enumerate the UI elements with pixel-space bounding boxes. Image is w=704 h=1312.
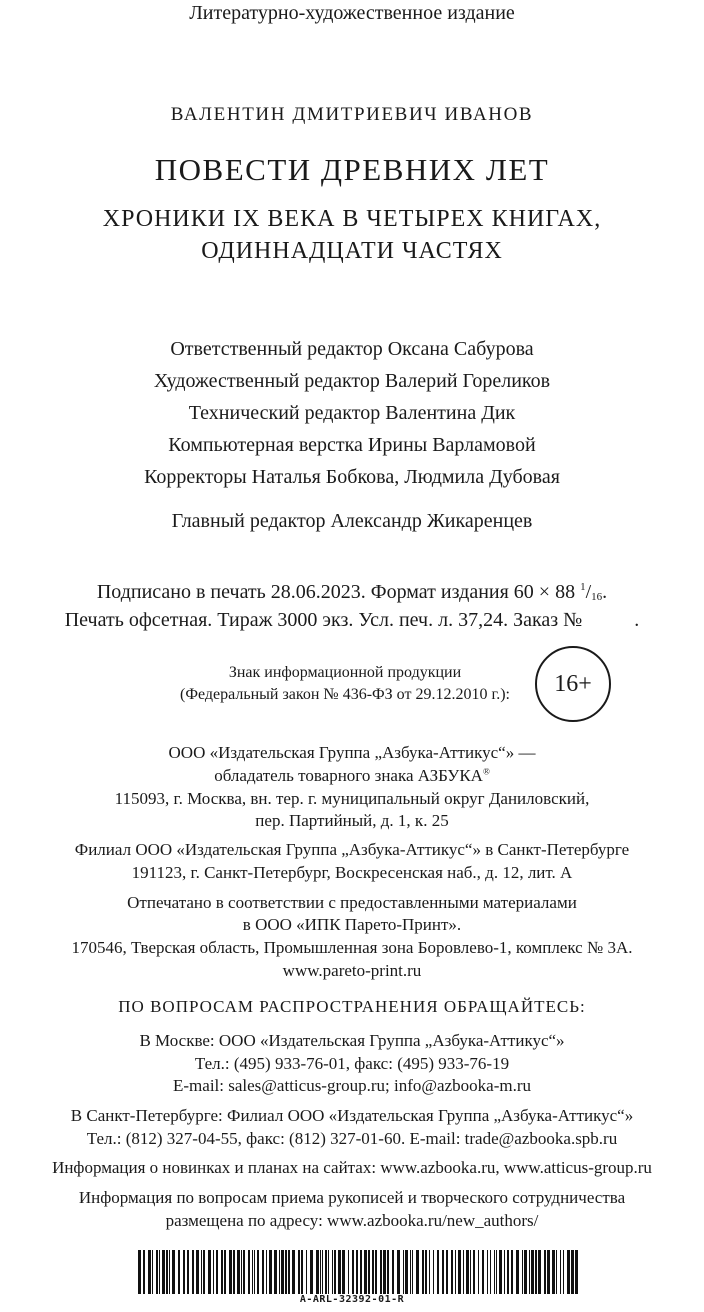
distribution-moscow-line2: Тел.: (495) 933-76-01, факс: (495) 933-76-19 — [194, 1054, 510, 1073]
barcode-bar — [269, 1250, 272, 1294]
barcode-bar — [364, 1250, 367, 1294]
book-title: ПОВЕСТИ ДРЕВНИХ ЛЕТ — [154, 152, 550, 187]
barcode-bar — [544, 1250, 546, 1294]
format-fraction-denominator: 16 — [591, 591, 603, 603]
format-fraction-numerator: 1 — [580, 581, 586, 593]
barcode-bar — [494, 1250, 495, 1294]
barcode-bar — [183, 1250, 185, 1294]
barcode-bar — [162, 1250, 165, 1294]
barcode-bar — [392, 1250, 394, 1294]
barcode-bar — [478, 1250, 479, 1294]
barcode-bar — [279, 1250, 280, 1294]
barcode-bar — [397, 1250, 400, 1294]
barcode-bar — [403, 1250, 404, 1294]
barcode-bar — [466, 1250, 469, 1294]
barcode-bar — [148, 1250, 151, 1294]
age-rating-value: 16+ — [554, 670, 592, 697]
barcode-bar — [298, 1250, 300, 1294]
barcode-bar — [257, 1250, 259, 1294]
barcode-bar — [169, 1250, 170, 1294]
barcode-bar — [352, 1250, 354, 1294]
author-name: ВАЛЕНТИН ДМИТРИЕВИЧ ИВАНОВ — [170, 104, 534, 125]
printer-line2: в ООО «ИПК Парето-Принт». — [242, 915, 462, 934]
barcode-bar — [360, 1250, 362, 1294]
barcode-bar — [463, 1250, 464, 1294]
fraction-slash: / — [585, 581, 592, 603]
barcode-bar — [285, 1250, 287, 1294]
barcode-bar — [380, 1250, 382, 1294]
barcode-bar — [274, 1250, 277, 1294]
barcode-bar — [342, 1250, 345, 1294]
barcode-bar — [429, 1250, 430, 1294]
barcode-bar — [538, 1250, 541, 1294]
barcode-bar — [412, 1250, 413, 1294]
barcode-bar — [560, 1250, 561, 1294]
barcode-bar — [487, 1250, 488, 1294]
print-info-line2 — [0, 609, 704, 632]
barcode-bar — [159, 1250, 160, 1294]
barcode-bar — [507, 1250, 509, 1294]
barcode-bar — [405, 1250, 408, 1294]
distribution-moscow-line1: В Москве: ООО «Издательская Группа „Азбука-Аттикус“» — [139, 1031, 565, 1050]
barcode-bar — [524, 1250, 527, 1294]
barcode-bar — [301, 1250, 303, 1294]
barcode-bar — [241, 1250, 242, 1294]
barcode-bar — [252, 1250, 253, 1294]
distribution-heading: ПО ВОПРОСАМ РАСПРОСТРАНЕНИЯ ОБРАЩАЙТЕСЬ: — [118, 997, 586, 1016]
barcode-bar — [254, 1250, 255, 1294]
barcode-bar — [233, 1250, 235, 1294]
barcode-bar — [387, 1250, 389, 1294]
age-rating-badge — [535, 646, 611, 722]
edition-type: Литературно-художественное издание — [189, 2, 515, 24]
barcode-bar — [221, 1250, 223, 1294]
book-subtitle-line2: ОДИННАДЦАТИ ЧАСТЯХ — [201, 238, 503, 264]
barcode-bar — [196, 1250, 199, 1294]
barcode-bar — [192, 1250, 194, 1294]
barcode-bar — [552, 1250, 555, 1294]
barcode-bar — [455, 1250, 456, 1294]
printer-line1: Отпечатано в соответствии с предоставленными материалами — [127, 893, 577, 912]
barcode-bar — [556, 1250, 557, 1294]
barcode-bar — [262, 1250, 264, 1294]
barcode-bar — [208, 1250, 211, 1294]
branch-line1: Филиал ООО «Издательская Группа „Азбука-Аттикус“» в Санкт-Петербурге — [74, 840, 630, 859]
print-info-line1 — [0, 581, 704, 604]
barcode-bar — [348, 1250, 349, 1294]
barcode-bar — [310, 1250, 313, 1294]
printer-line4: www.pareto-print.ru — [282, 961, 422, 980]
print-info-period: . — [602, 581, 608, 603]
barcode-bar — [451, 1250, 453, 1294]
barcode-bar — [288, 1250, 290, 1294]
age-rating-label-line2: (Федеральный закон № 436-ФЗ от 29.12.2010 г.): — [179, 686, 510, 703]
barcode-bar — [529, 1250, 530, 1294]
barcode-bar — [482, 1250, 484, 1294]
barcode-bar — [410, 1250, 411, 1294]
branch-line2: 191123, г. Санкт-Петербург, Воскресенская наб., д. 12, лит. А — [131, 863, 573, 882]
barcode-bar — [496, 1250, 497, 1294]
barcode-bar — [531, 1250, 534, 1294]
barcode-bar — [332, 1250, 333, 1294]
credit-line: Художественный редактор Валерий Гореликов — [153, 370, 551, 392]
credit-line: Ответственный редактор Оксана Сабурова — [170, 338, 534, 360]
barcode-bar — [511, 1250, 513, 1294]
barcode-bar — [338, 1250, 341, 1294]
barcode-bar — [375, 1250, 377, 1294]
book-subtitle-line1: ХРОНИКИ IX ВЕКА В ЧЕТЫРЕХ КНИГАХ, — [102, 206, 602, 232]
barcode-bar — [248, 1250, 250, 1294]
barcode-code: A-ARL-32392-01-R — [299, 1294, 405, 1305]
barcode-bar — [522, 1250, 523, 1294]
age-rating-label-line1: Знак информационной продукции — [228, 664, 462, 681]
barcode-bar — [166, 1250, 168, 1294]
websites-news-line: Информация о новинках и планах на сайтах: www.azbooka.ru, www.atticus-group.ru — [52, 1158, 652, 1177]
barcode-bar — [442, 1250, 444, 1294]
barcode-bar — [372, 1250, 374, 1294]
barcode-bar — [229, 1250, 232, 1294]
barcode-bar — [328, 1250, 329, 1294]
barcode-bar — [178, 1250, 180, 1294]
barcode-bar — [201, 1250, 202, 1294]
chief-editor: Главный редактор Александр Жикаренцев — [171, 510, 533, 532]
publisher-trademark: обладатель товарного знака АЗБУКА — [214, 766, 483, 785]
barcode-bar — [306, 1250, 307, 1294]
barcode-bar — [433, 1250, 434, 1294]
barcode-bar — [516, 1250, 519, 1294]
barcode-bar — [203, 1250, 205, 1294]
printer-line3: 170546, Тверская область, Промышленная зона Боровлево-1, комплекс № 3А. — [71, 938, 633, 957]
barcode-bar — [571, 1250, 574, 1294]
barcode-bar — [504, 1250, 505, 1294]
publisher-line4: пер. Партийный, д. 1, к. 25 — [255, 811, 449, 830]
barcode-bar — [547, 1250, 550, 1294]
barcode-bar — [575, 1250, 578, 1294]
barcode-bar — [316, 1250, 319, 1294]
barcode-bar — [490, 1250, 491, 1294]
barcode-bar — [356, 1250, 358, 1294]
barcode-bar — [416, 1250, 419, 1294]
barcode-bar — [216, 1250, 218, 1294]
barcode-bar — [325, 1250, 327, 1294]
barcode-bar — [224, 1250, 226, 1294]
barcode-bar — [187, 1250, 189, 1294]
distribution-spb-line2: Тел.: (812) 327-04-55, факс: (812) 327-01-60. E-mail: trade@azbooka.spb.ru — [86, 1129, 618, 1148]
print-info-period2: . — [634, 609, 640, 631]
barcode-bar — [138, 1250, 141, 1294]
barcode-bar — [292, 1250, 295, 1294]
barcode-bar — [172, 1250, 175, 1294]
print-info-text2: Печать офсетная. Тираж 3000 экз. Усл. печ. л. 37,24. Заказ № — [64, 609, 583, 631]
registered-mark: ® — [482, 766, 490, 777]
barcode-bar — [425, 1250, 427, 1294]
barcode-bar — [422, 1250, 424, 1294]
barcode-bar — [320, 1250, 321, 1294]
barcode-bar — [237, 1250, 240, 1294]
publisher-line3: 115093, г. Москва, вн. тер. г. муниципальный округ Даниловский, — [114, 789, 590, 808]
barcode-bar — [368, 1250, 370, 1294]
credit-line: Компьютерная верстка Ирины Варламовой — [168, 434, 536, 456]
barcode-bar — [281, 1250, 284, 1294]
barcode-bar — [470, 1250, 471, 1294]
barcode-bar — [458, 1250, 461, 1294]
barcode-bar — [437, 1250, 439, 1294]
manuscripts-line1: Информация по вопросам приема рукописей и творческого сотрудничества — [78, 1188, 626, 1207]
barcode-bar — [563, 1250, 564, 1294]
distribution-moscow-line3: E-mail: sales@atticus-group.ru; info@azbooka-m.ru — [173, 1076, 531, 1095]
publisher-line2 — [0, 766, 704, 786]
barcode-bar — [499, 1250, 502, 1294]
barcode — [138, 1250, 578, 1294]
barcode-bar — [243, 1250, 245, 1294]
barcode-bar — [266, 1250, 267, 1294]
manuscripts-line2: размещена по адресу: www.azbooka.ru/new_authors/ — [165, 1211, 539, 1230]
barcode-bar — [567, 1250, 570, 1294]
barcode-bar — [143, 1250, 145, 1294]
publisher-line1: ООО «Издательская Группа „Азбука-Аттикус“» — — [168, 743, 536, 762]
barcode-bar — [446, 1250, 448, 1294]
print-info-text: Подписано в печать 28.06.2023. Формат издания 60 × 88 — [96, 581, 576, 603]
barcode-bar — [334, 1250, 336, 1294]
barcode-bar — [152, 1250, 153, 1294]
barcode-bar — [213, 1250, 214, 1294]
barcode-bar — [383, 1250, 386, 1294]
barcode-bar — [473, 1250, 475, 1294]
barcode-bar — [535, 1250, 537, 1294]
credit-line: Корректоры Наталья Бобкова, Людмила Дубовая — [144, 466, 560, 488]
barcode-bar — [322, 1250, 323, 1294]
barcode-bar — [156, 1250, 158, 1294]
credit-line: Технический редактор Валентина Дик — [188, 402, 516, 424]
distribution-spb-line1: В Санкт-Петербурге: Филиал ООО «Издательская Группа „Азбука-Аттикус“» — [70, 1106, 634, 1125]
